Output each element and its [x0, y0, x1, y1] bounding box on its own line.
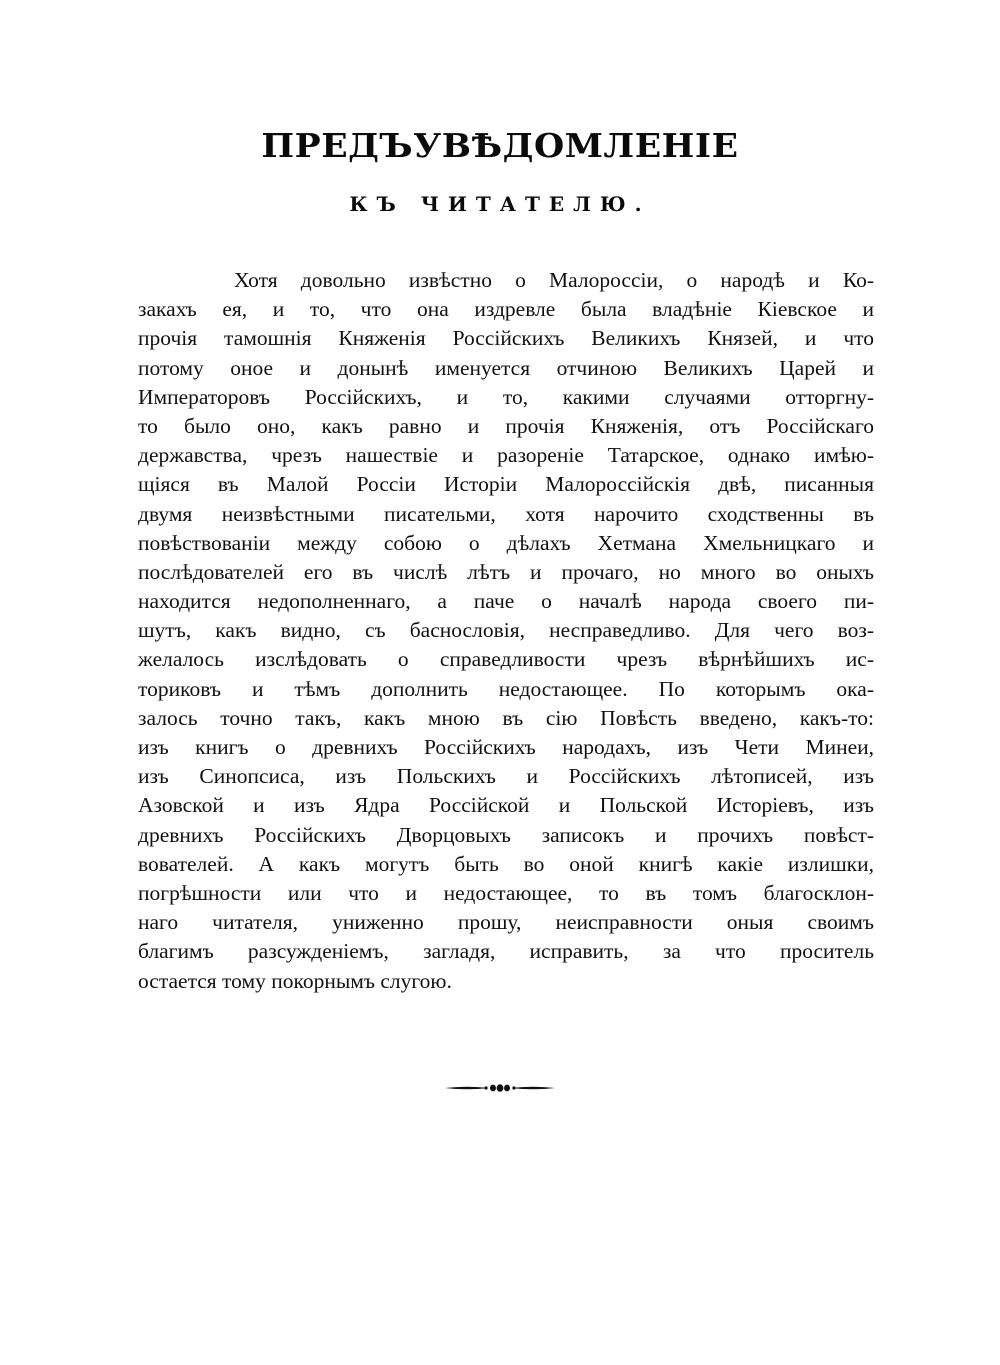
text-line: Азовской и изъ Ядра Россійской и Польской Исторіевъ, изъ — [138, 793, 874, 818]
text-line: закахъ ея, и то, что она издревле была владѣніе Кіевское и — [138, 297, 874, 322]
page-title: ПРЕДЪУВѢДОМЛЕНІЕ — [261, 126, 739, 165]
text-line: Императоровъ Россійскихъ, и то, какими случаями отторгну- — [138, 384, 874, 409]
text-line: щіяся въ Малой Россіи Исторіи Малороссійскія двѣ, писанныя — [138, 472, 874, 497]
text-line: державства, чрезъ нашествіе и разореніе Татарское, однако имѣю- — [138, 443, 874, 468]
text-line: благимъ разсужденіемъ, загладя, исправить, за что проситель — [138, 939, 874, 964]
text-line: наго читателя, униженно прошу, неисправности оныя своимъ — [138, 910, 874, 935]
text-line: то было оно, какъ равно и прочія Княженія, отъ Россійскаго — [138, 413, 874, 438]
text-line: шутъ, какъ видно, съ баснословія, несправедливо. Для чего воз- — [138, 618, 874, 643]
text-line: находится недополненнаго, а паче о началѣ народа своего пи- — [138, 589, 874, 614]
text-line: древнихъ Россійскихъ Дворцовыхъ записокъ и прочихъ повѣст- — [138, 822, 874, 847]
text-line: ториковъ и тѣмъ дополнить недостающее. По которымъ ока- — [138, 676, 874, 701]
preface-text — [138, 266, 874, 996]
text-line: послѣдователей его въ числѣ лѣтъ и прочаго, но много во оныхъ — [138, 559, 874, 584]
text-line: изъ книгъ о древнихъ Россійскихъ народахъ, изъ Чети Минеи, — [138, 735, 874, 759]
text-line: повѣствованіи между собою о дѣлахъ Хетмана Хмельницкаго и — [138, 530, 874, 555]
text-line: потому оное и донынѣ именуется отчиною Великихъ Царей и — [138, 355, 874, 380]
tailpiece-ornament-icon — [445, 1082, 555, 1094]
page-subtitle: КЪ ЧИТАТЕЛЮ. — [349, 192, 651, 216]
text-line: изъ Синопсиса, изъ Польскихъ и Россійскихъ лѣтописей, изъ — [138, 764, 874, 789]
text-line: залось точно такъ, какъ мною въ сію Повѣсть введено, какъ-то: — [138, 705, 874, 730]
text-line: желалось изслѣдовать о справедливости чрезъ вѣрнѣйшихъ ис- — [138, 647, 874, 672]
text-line: двумя неизвѣстными писательми, хотя нарочито сходственны въ — [138, 501, 874, 526]
text-line: погрѣшности или что и недостающее, то въ томъ благосклон- — [138, 880, 874, 905]
text-line: вователей. А какъ могутъ быть во оной книгѣ какіе излишки, — [138, 851, 874, 876]
text-line: прочія тамошнія Княженія Россійскихъ Великихъ Князей, и что — [138, 326, 874, 351]
text-line: Хотя довольно извѣстно о Малороссіи, о народѣ и Ко- — [234, 268, 874, 292]
text-line: остается тому покорнымъ слугою. — [138, 968, 452, 993]
